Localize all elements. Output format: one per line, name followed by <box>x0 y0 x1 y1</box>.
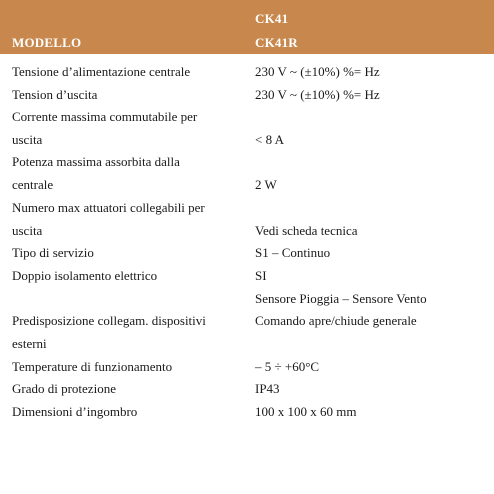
table-row <box>0 151 494 173</box>
spec-label: centrale <box>12 177 54 192</box>
spec-value: – 5 ÷ +60°C <box>255 359 320 374</box>
spec-value: 100 x 100 x 60 mm <box>255 404 357 419</box>
header-model-ck41: CK41 <box>255 11 289 26</box>
table-row <box>0 288 494 310</box>
spec-label: Corrente massima commutabile per <box>12 109 198 124</box>
spec-label: Tension d’uscita <box>12 87 98 102</box>
table-row <box>0 174 494 196</box>
table-row <box>0 129 494 151</box>
spec-label: Tipo di servizio <box>12 245 94 260</box>
spec-label: uscita <box>12 132 43 147</box>
spec-label: Dimensioni d’ingombro <box>12 404 138 419</box>
table-row <box>0 356 494 378</box>
header-model-ck41r: CK41R <box>255 35 298 50</box>
table-row <box>0 242 494 264</box>
table-row <box>0 106 494 128</box>
header-label-modello: MODELLO <box>12 35 82 50</box>
table-row <box>0 220 494 242</box>
spec-value: Sensore Pioggia – Sensore Vento <box>255 291 427 306</box>
spec-value: 230 V ~ (±10%) %= Hz <box>255 87 380 102</box>
table-row <box>0 265 494 287</box>
spec-label: uscita <box>12 223 43 238</box>
spec-value: IP43 <box>255 381 280 396</box>
spec-label: Tensione d’alimentazione centrale <box>12 64 191 79</box>
table-row <box>0 378 494 400</box>
table-row <box>0 310 494 332</box>
spec-label: Potenza massima assorbita dalla <box>12 154 180 169</box>
table-row <box>0 84 494 106</box>
table-row <box>0 197 494 219</box>
table-row <box>0 401 494 423</box>
spec-label: Predisposizione collegam. dispositivi <box>12 313 206 328</box>
spec-value: Comando apre/chiude generale <box>255 313 417 328</box>
spec-label: esterni <box>12 336 47 351</box>
spec-value: SI <box>255 268 267 283</box>
spec-value: 2 W <box>255 177 277 192</box>
spec-label: Numero max attuatori collegabili per <box>12 200 205 215</box>
spec-value: < 8 A <box>255 132 285 147</box>
table-row <box>0 61 494 83</box>
table-row <box>0 333 494 355</box>
spec-value: Vedi scheda tecnica <box>255 223 358 238</box>
spec-label: Doppio isolamento elettrico <box>12 268 158 283</box>
spec-value: S1 – Continuo <box>255 245 331 260</box>
spec-value: 230 V ~ (±10%) %= Hz <box>255 64 380 79</box>
spec-label: Grado di protezione <box>12 381 116 396</box>
spec-label: Temperature di funzionamento <box>12 359 173 374</box>
table-header <box>0 0 494 54</box>
